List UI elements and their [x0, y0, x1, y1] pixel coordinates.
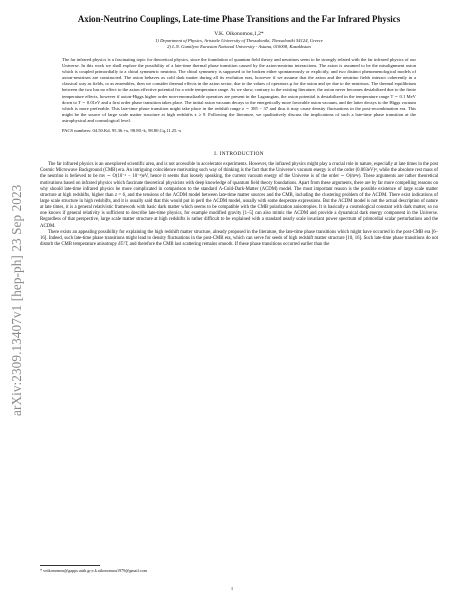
arxiv-identifier: arXiv:2309.13407v1 [hep-ph] 23 Sep 2023: [9, 184, 24, 416]
affiliation-1: 1) Department of Physics, Aristotle University of Thessaloniki, Thessaloniki 54124, Greece: [155, 38, 323, 43]
footnote-divider: [40, 565, 100, 566]
paper-author: V.K. Oikonomou,1,2*: [214, 31, 264, 37]
page-number: 1: [230, 586, 234, 591]
pacs-numbers: PACS numbers: 04.50.Kd, 95.36.+x, 98.80.-k, 98.80.Cq,11.25.-x: [62, 128, 182, 134]
abstract: The far infrared physics is a fascinating topic for theoretical physics, since the foundation of quantum field theory and neutrinos seem to be strongly related with the far infrared physics of our Universe. In this work we shall explore the possibility of a late-time thermal phase transition caused by the axion-neutrino interactions. The axion is assumed to be the misalignment axion which is coupled primordially to a chiral symmetric neutrino. The chiral symmetry is supposed to be broken either spontaneously or explicitly, and two distinct phenomenological models of axion-neutrinos are constructed. The axion behaves as cold dark matter during all its evolution eras, however if we assume that the axion and the neutrino fields interact coherently in a classical way as fields, or as ensembles, then we consider thermal effects in the axion sector, due to the values of operators φ for the axion and ψν due to the neutrinos. The thermal equilibrium between the two has no effect to the axion effective potential for a wide temperature range. As we show, contrary to the existing literature, the axion never becomes destabilized due to the finite temperature effects, however if axion-Higgs higher order non-renormalizable operators are present in the Lagrangian, the axion potential is destabilized in the temperature range T ∼ 0.1 MeV down to T ∼ 0.01eV and a first order phase transition takes place. The initial axion vacuum decays to the energetically more favorable axion vacuum, and the latter decays to the Higgs vacuum which is more preferable. This late-time phase transition might take place in the redshift range z ∼ 385 − 37 and thus it may cause density fluctuations in the post-recombination era. This might be the source of large scale matter structure at high redshifts z ≥ 9. Following the literature, we qualitatively discuss the implications of such a late-time phase transition at the astrophysical and cosmological level.: [62, 57, 416, 123]
introduction-paragraph-2: There exists an appealing possibility for explaining the high redshift matter structure, already proposed in the literature, the late-time phase transitions which might have occurred in the post-CMB era [6–16]. Indeed, such late-time phase transitions might lead to density fluctuations in the post-CMB era, which can serve for seeds of high redshift matter structure [10, 16]. Such late-time phase transitions do not disturb the CMB temperature anisotropy δT/T, and therefore the CMB last scattering remains smooth. If these phase transitions occurred earlier than the: [40, 229, 438, 248]
affiliation-2: 2) L.N. Gumilyov Eurasian National University - Astana, 010008, Kazakhstan: [167, 44, 311, 49]
introduction-paragraph-1: The far infrared physics is an unexplored scientific area, and is not accessible in accelerator experiments. However, the infrared physics might play a crucial role in nature, especially at late times in the post Cosmic Microwave Background (CMB) era. An intriguing coincidence motivating such way of thinking is the fact that the Universe's vacuum energy is of the order (0.003eV)⁴, while the absolute rest mass of the neutrino is believed to be mν ∼ O(10⁻¹ − 10⁻³)eV, hence it seems that loosely speaking, the current vacuum energy of the Universe is of the order ∼ O(m⁴ν). These arguments are rather theoretical motivations based on infrared physics which fascinate theoretical physicists with deep knowledge of quantum field theory foundations. Apart from these arguments, there are by far more compelling reasons on why should late-time infrared physics be more complicated in comparison to the standard Λ-Cold-Dark-Matter (ΛCDM) model. The most important reason is the possible existence of large scale matter structure at high redshifts, higher than z = 6, and the tensions of the ΛCDM model between late-time matter sources and the CMB, including the clustering problem of the ΛCDM. There exist indications of large scale structure in high redshifts, and it is usually said that this would put in peril the ΛCDM model, usually with some desperate expressions. But the ΛCDM model is not the actual description of nature at late times, it is a general relativistic framework with basic dark matter which seems to be compatible with the CMB polarization anisotropies. It is basically a cosmological constant with dark matter, so no one knows if general relativity is sufficient to describe late-time physics, for example modified gravity [1–5] can also mimic the ΛCDM and provide a dynamical dark energy component in the Universe. Regardless of that perspective, large scale matter structure at high redshifts is rather difficult to be explained with a standard nearly scale invariant power spectrum of primordial scalar perturbations and the ΛCDM.: [40, 162, 438, 229]
section-title-introduction: I. INTRODUCTION: [214, 151, 264, 158]
author-email-footnote: * voikonomou@gapps.auth.gr;v.k.oikonomou1979@gmail.com: [40, 568, 148, 573]
paper-title: Axion-Neutrino Couplings, Late-time Phase Transitions and the Far Infrared Physics: [77, 14, 401, 24]
paper-page: [40, 14, 438, 248]
arxiv-sidebar: [0, 0, 34, 600]
